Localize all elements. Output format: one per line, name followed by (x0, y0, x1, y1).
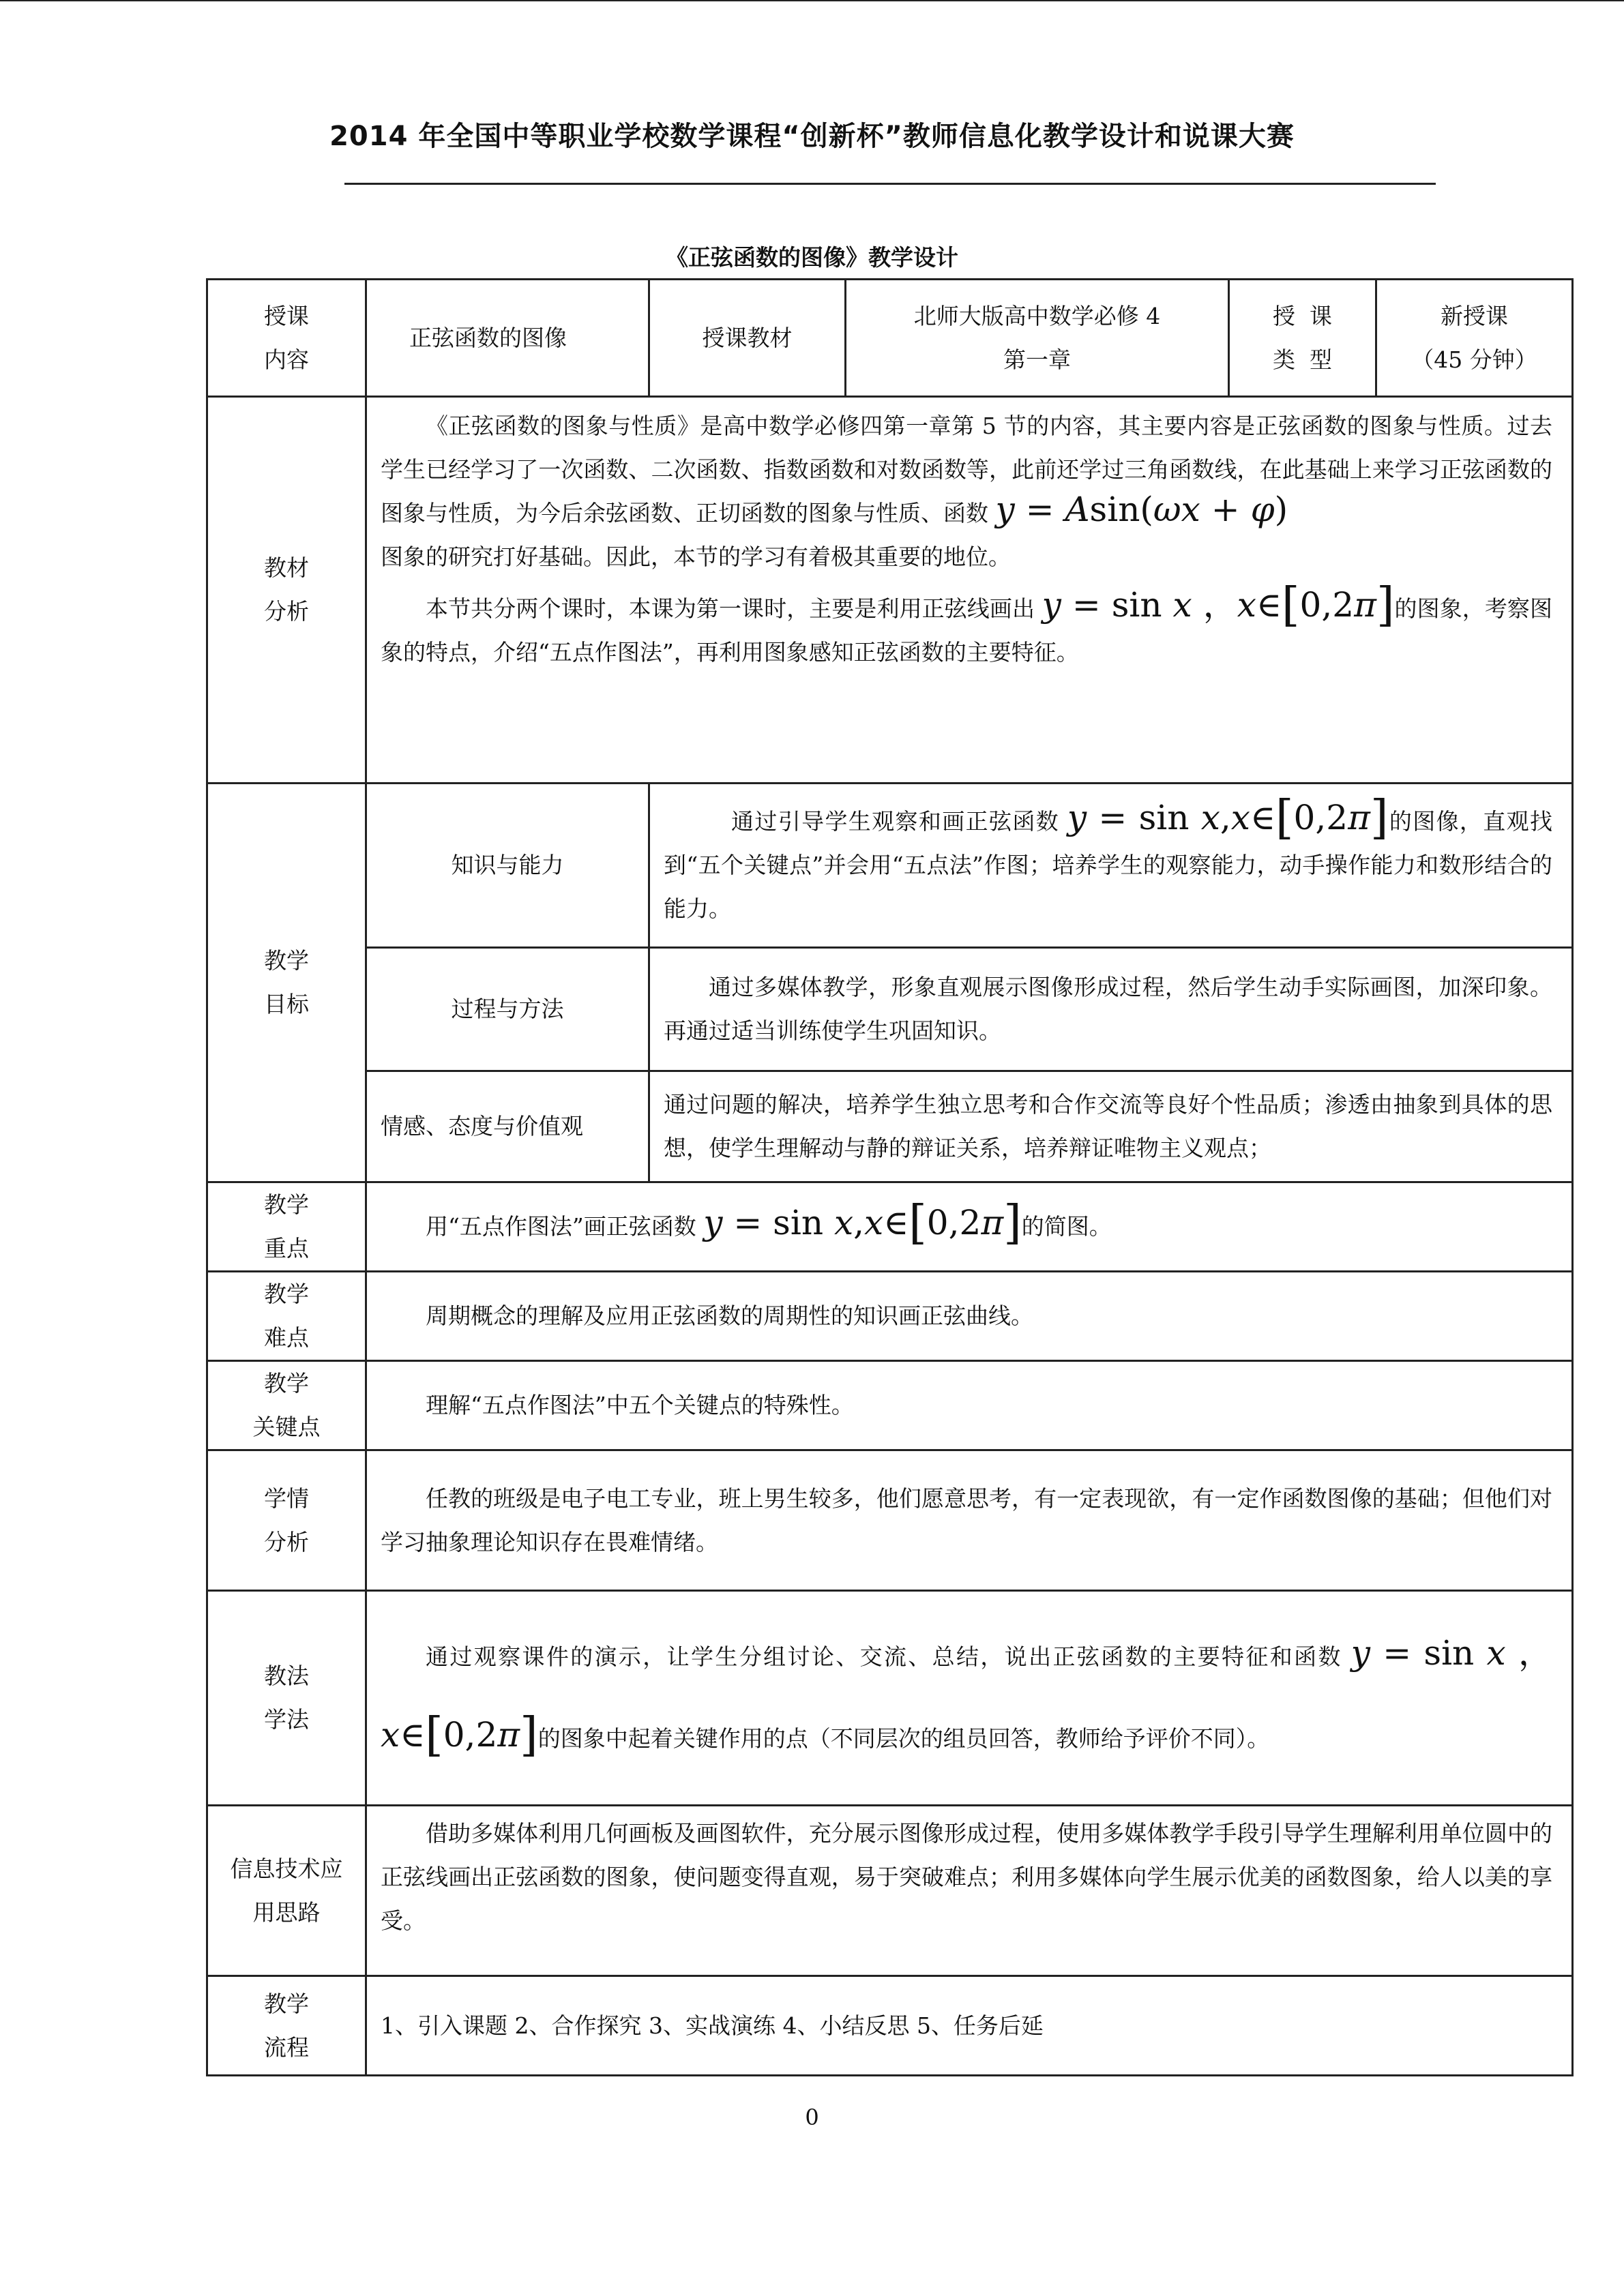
methods-row (207, 1591, 1573, 1806)
it-usage-label: 信息技术应 用思路 (207, 1806, 366, 1976)
key-point-label: 教学 重点 (207, 1182, 366, 1272)
objective-process-row (207, 948, 1573, 1071)
crux-label: 教学 关键点 (207, 1361, 366, 1450)
crux-text: 理解“五点作图法”中五个关键点的特殊性。 (366, 1361, 1573, 1450)
students-row (207, 1450, 1573, 1591)
it-usage-row (207, 1806, 1573, 1976)
students-text: 任教的班级是电子电工专业，班上男生较多，他们愿意思考，有一定表现欲，有一定作函数图像的基础；但他们对学习抽象理论知识存在畏难情绪。 (366, 1450, 1573, 1591)
formula-sinx-keypoint: y = sin x,x∈[0,2π] (703, 1196, 1022, 1250)
knowledge-label: 知识与能力 (366, 784, 649, 948)
top-border-line (0, 0, 1624, 1)
knowledge-text: 通过引导学生观察和画正弦函数 y = sin x,x∈[0,2π]的图像，直观找到“五个关键点”并会用“五点法”作图；培养学生的观察能力，动手操作能力和数形结合的能力。 (649, 784, 1573, 948)
key-point-text: 用“五点作图法”画正弦函数 y = sin x,x∈[0,2π]的简图。 (366, 1182, 1573, 1272)
objectives-label: 教学 目标 (207, 784, 366, 1182)
info-row (207, 280, 1573, 397)
competition-header: 2014 年全国中等职业学校数学课程“创新杯”教师信息化教学设计和说课大赛 (329, 121, 1295, 152)
emotion-label: 情感、态度与价值观 (366, 1071, 649, 1182)
students-label: 学情 分析 (207, 1450, 366, 1591)
formula-sinx-domain: y = sin x ，x∈[0,2π] (1042, 578, 1395, 632)
objective-emotion-row (207, 1071, 1573, 1182)
document-title: 《正弦函数的图像》教学设计 (666, 244, 958, 271)
flow-label: 教学 流程 (207, 1976, 366, 2076)
material-content (366, 397, 1573, 784)
type-value: 新授课 （45 分钟） (1376, 280, 1573, 397)
objective-knowledge-row (207, 784, 1573, 948)
lesson-plan-table (206, 278, 1574, 2076)
it-usage-text: 借助多媒体利用几何画板及画图软件，充分展示图像形成过程，使用多媒体教学手段引导学生理解利用单位圆中的正弦线画出正弦函数的图象，使问题变得直观，易于突破难点；利用多媒体向学生展示优美的函数图象，给人以美的享受。 (366, 1806, 1573, 1976)
textbook-label: 授课教材 (649, 280, 846, 397)
material-paragraph-2: 本节共分两个课时，本课为第一课时，主要是利用正弦线画出 y = sin x ，x∈[0,2π]的图象，考察图象的特点，介绍“五点作图法”，再利用图象感知正弦函数的主要特征。 (381, 578, 1552, 666)
crux-row (207, 1361, 1573, 1450)
type-label: 授 课 类 型 (1229, 280, 1376, 397)
material-analysis-row (207, 397, 1573, 784)
page-number: 0 (805, 2104, 819, 2130)
header-underline (344, 183, 1436, 185)
flow-row (207, 1976, 1573, 2076)
formula-sinx-methods: y = sin x ，x∈[0,2π] (381, 1633, 1552, 1762)
material-label: 教材 分析 (207, 397, 366, 784)
difficulty-text: 周期概念的理解及应用正弦函数的周期性的知识画正弦曲线。 (366, 1272, 1573, 1361)
content-label: 授课 内容 (207, 280, 366, 397)
formula-asin: y = Asin(ωx + φ) (995, 490, 1288, 529)
textbook-value: 北师大版高中数学必修 4 第一章 (846, 280, 1229, 397)
formula-sinx-knowledge: y = sin x,x∈[0,2π] (1067, 791, 1389, 845)
emotion-text: 通过问题的解决，培养学生独立思考和合作交流等良好个性品质；渗透由抽象到具体的思想，使学生理解动与静的辩证关系，培养辩证唯物主义观点； (649, 1071, 1573, 1182)
flow-text: 1、引入课题 2、合作探究 3、实战演练 4、小结反思 5、任务后延 (366, 1976, 1573, 2076)
process-label: 过程与方法 (366, 948, 649, 1071)
content-value: 正弦函数的图像 (366, 280, 649, 397)
material-paragraph-1: 《正弦函数的图象与性质》是高中数学必修四第一章第 5 节的内容，其主要内容是正弦函数的图象与性质。过去学生已经学习了一次函数、二次函数、指数函数和对数函数等，此前还学过三角函数线，在此基础上来学习正弦函数的图象与性质，为今后余弦函数、正切函数的图象与性质、函数 y = Asin(ωx + φ) 图象的研究打好基础。因此，本节的学习有着极其重要的地位。 (381, 413, 1552, 570)
key-point-row (207, 1182, 1573, 1272)
difficulty-row (207, 1272, 1573, 1361)
methods-text: 通过观察课件的演示，让学生分组讨论、交流、总结，说出正弦函数的主要特征和函数 y = sin x ，x∈[0,2π]的图象中起着关键作用的点（不同层次的组员回答，教师给予评价不同）。 (366, 1591, 1573, 1806)
difficulty-label: 教学 难点 (207, 1272, 366, 1361)
methods-label: 教法 学法 (207, 1591, 366, 1806)
process-text: 通过多媒体教学，形象直观展示图像形成过程，然后学生动手实际画图，加深印象。再通过适当训练使学生巩固知识。 (649, 948, 1573, 1071)
